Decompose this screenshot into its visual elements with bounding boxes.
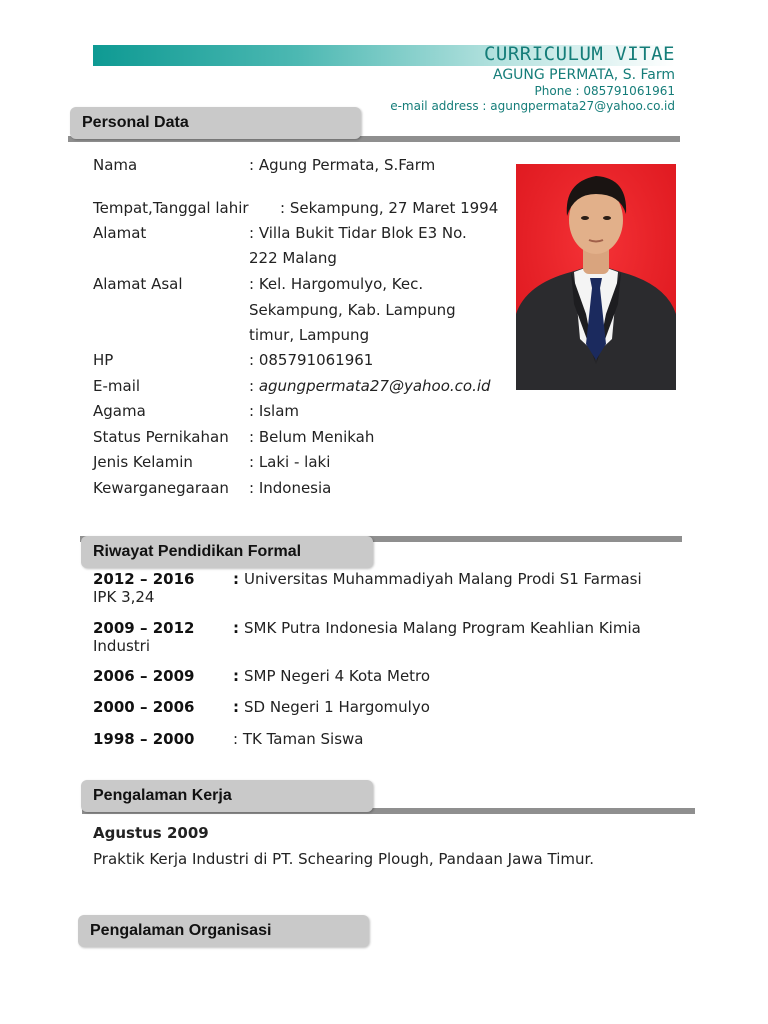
work-date: Agustus 2009 xyxy=(93,824,209,842)
value-nama: : Agung Permata, S.Farm xyxy=(249,156,436,174)
profile-photo xyxy=(516,164,676,390)
label-kewarganegaraan: Kewarganegaraan xyxy=(93,479,229,497)
education-school: Universitas Muhammadiyah Malang Prodi S1 Farmasi xyxy=(244,570,642,588)
label-status-pernikahan: Status Pernikahan xyxy=(93,428,229,446)
education-school: SD Negeri 1 Hargomulyo xyxy=(244,698,430,716)
label-agama: Agama xyxy=(93,402,146,420)
label-alamat: Alamat xyxy=(93,224,147,242)
education-detail: Industri xyxy=(93,637,150,655)
label-jenis-kelamin: Jenis Kelamin xyxy=(93,453,193,471)
value-alamat-asal-line-2: Sekampung, Kab. Lampung xyxy=(249,301,456,319)
label-nama: Nama xyxy=(93,156,138,174)
education-school: SMK Putra Indonesia Malang Program Keahlian Kimia xyxy=(244,619,641,637)
education-years: 2000 – 2006 xyxy=(93,698,195,716)
cv-title: CURRICULUM VITAE xyxy=(483,43,675,65)
section-header-education: Riwayat Pendidikan Formal xyxy=(81,536,373,568)
portrait-illustration xyxy=(516,164,676,390)
value-alamat-asal-line-3: timur, Lampung xyxy=(249,326,370,344)
email-link[interactable]: agungpermata27@yahoo.co.id xyxy=(258,377,491,395)
education-detail: IPK 3,24 xyxy=(93,588,155,606)
value-alamat-asal-line-1: : Kel. Hargomulyo, Kec. xyxy=(249,275,424,293)
header-phone: Phone : 085791061961 xyxy=(534,84,675,98)
value-tempat-tanggal-lahir: : Sekampung, 27 Maret 1994 xyxy=(280,199,499,217)
value-hp: : 085791061961 xyxy=(249,351,374,369)
education-colon: : xyxy=(233,698,239,716)
label-tempat-tanggal-lahir: Tempat,Tanggal lahir xyxy=(93,199,249,217)
education-colon: : xyxy=(233,667,239,685)
value-status-pernikahan: : Belum Menikah xyxy=(249,428,375,446)
section-header-personal-data: Personal Data xyxy=(70,107,361,139)
value-alamat-line-2: 222 Malang xyxy=(249,249,337,267)
value-agama: : Islam xyxy=(249,402,300,420)
education-years: 2009 – 2012 xyxy=(93,619,195,637)
label-hp: HP xyxy=(93,351,114,369)
education-years: 1998 – 2000 xyxy=(93,730,195,748)
value-alamat-line-1: : Villa Bukit Tidar Blok E3 No. xyxy=(249,224,467,242)
cv-owner-name: AGUNG PERMATA, S. Farm xyxy=(492,67,675,83)
value-email xyxy=(249,377,491,395)
education-years: 2012 – 2016 xyxy=(93,570,195,588)
header-email: e-mail address : agungpermata27@yahoo.co.id xyxy=(390,99,675,113)
work-description: Praktik Kerja Industri di PT. Schearing Plough, Pandaan Jawa Timur. xyxy=(93,850,595,868)
education-school: : TK Taman Siswa xyxy=(233,730,364,748)
label-alamat-asal: Alamat Asal xyxy=(93,275,183,293)
value-kewarganegaraan: : Indonesia xyxy=(249,479,332,497)
education-colon: : xyxy=(233,619,239,637)
label-email: E-mail xyxy=(93,377,141,395)
education-years: 2006 – 2009 xyxy=(93,667,195,685)
education-colon: : xyxy=(233,570,239,588)
education-school: SMP Negeri 4 Kota Metro xyxy=(244,667,431,685)
section-header-work: Pengalaman Kerja xyxy=(81,780,373,812)
section-header-organization: Pengalaman Organisasi xyxy=(78,915,369,947)
value-jenis-kelamin: : Laki - laki xyxy=(249,453,331,471)
value-email-prefix: : xyxy=(249,377,259,395)
